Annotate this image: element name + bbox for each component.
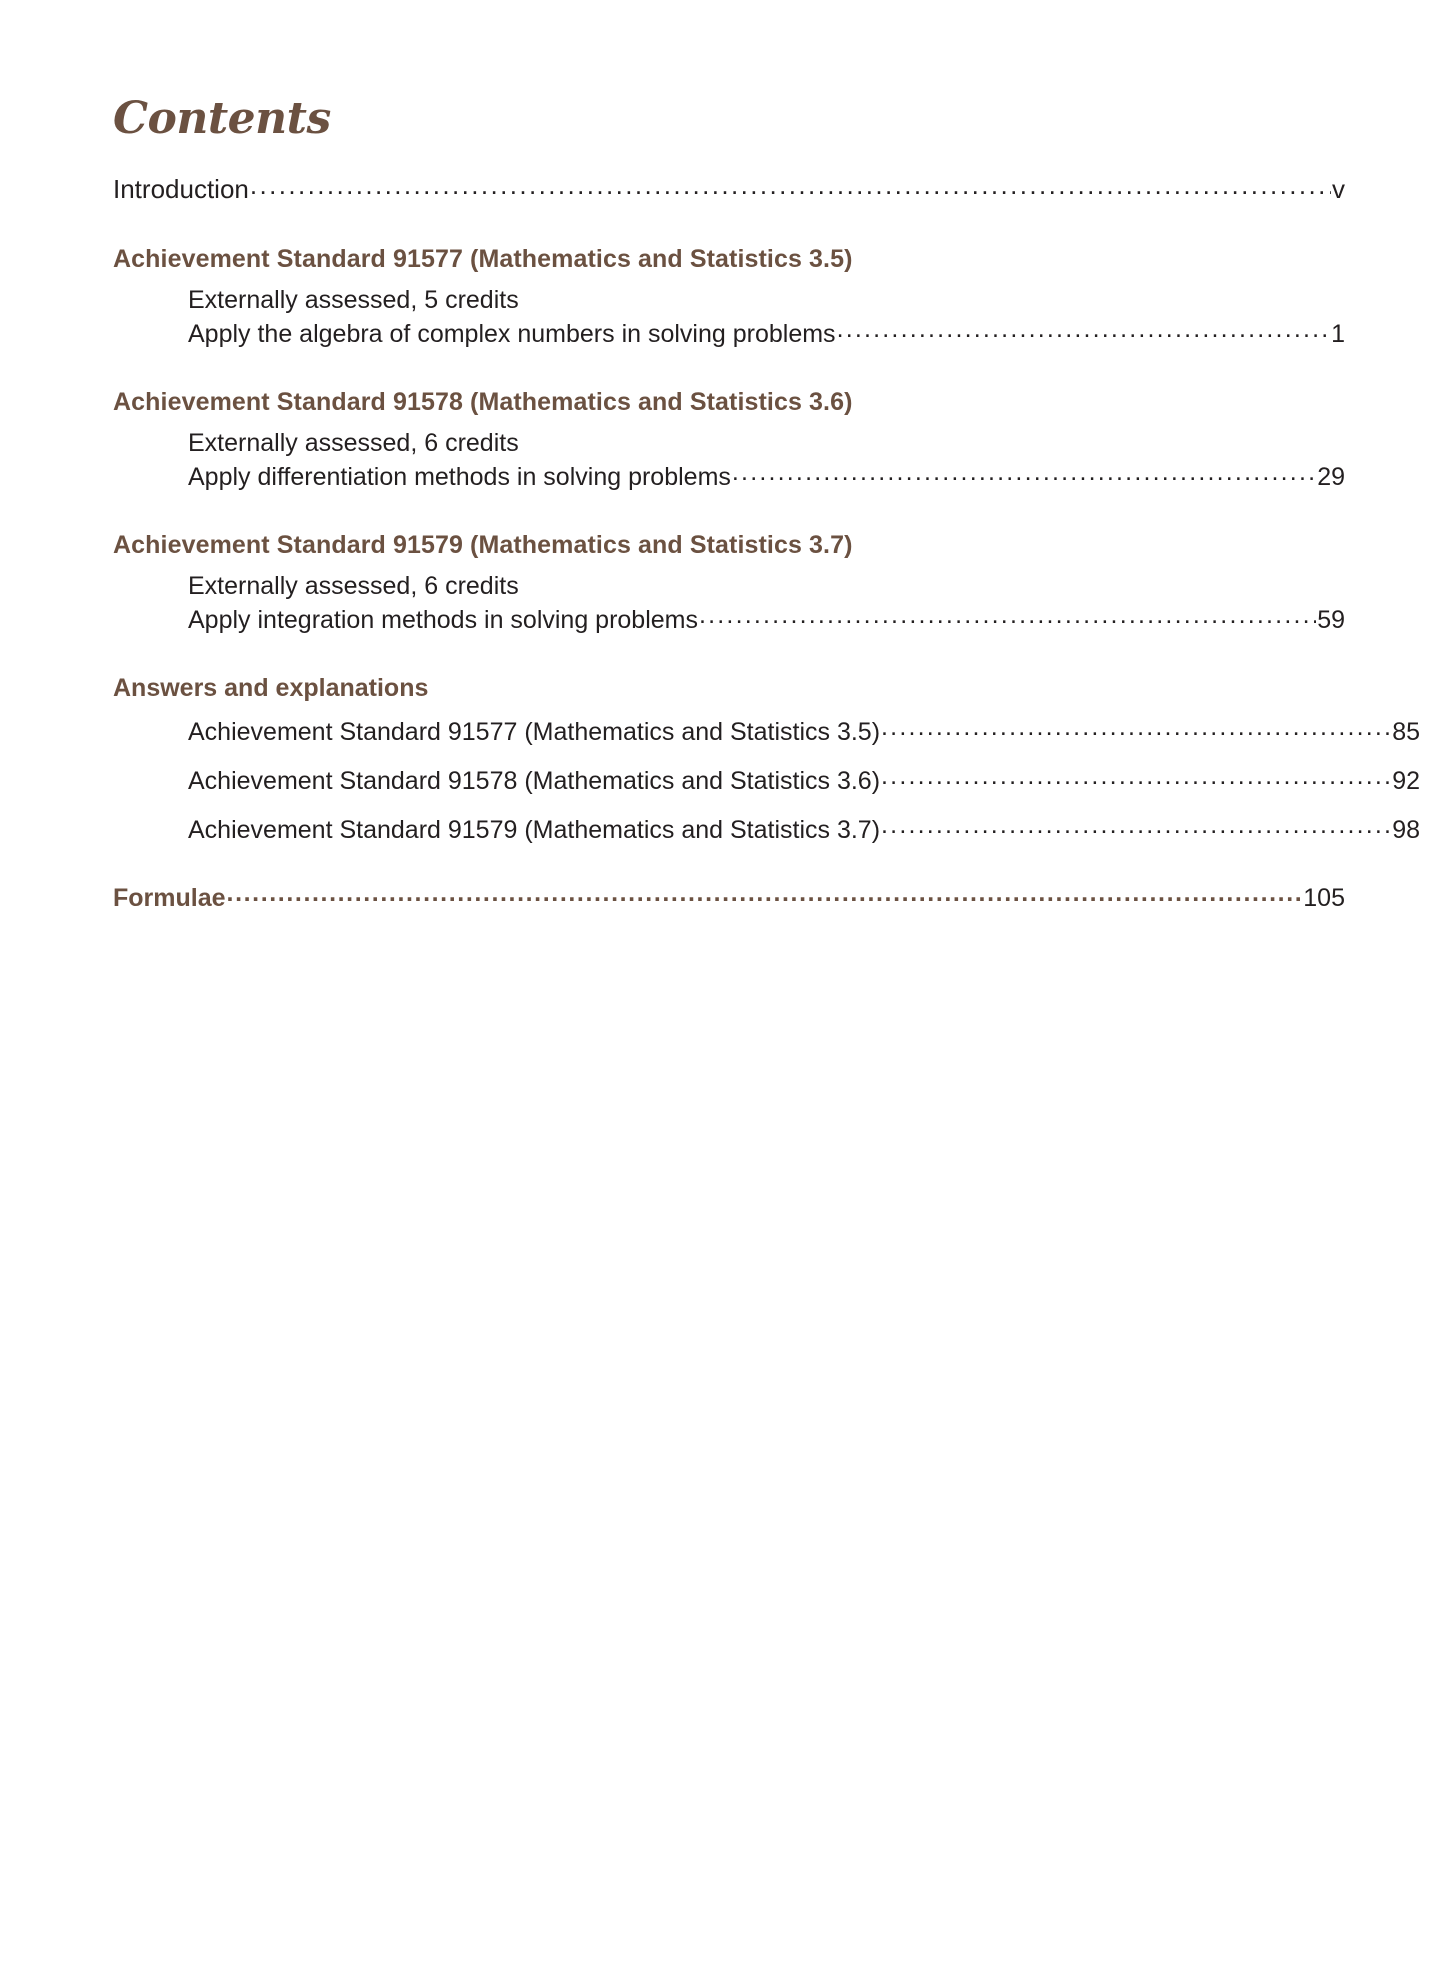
toc-entry-label: Achievement Standard 91579 (Mathematics and Statistics 3.7) xyxy=(188,816,881,845)
dot-leader xyxy=(881,764,1391,789)
toc-entry-label: Formulae xyxy=(113,884,226,913)
toc-section-answers xyxy=(113,674,1420,845)
toc-page-number: 105 xyxy=(1303,884,1345,913)
toc-page-number: 29 xyxy=(1317,463,1345,492)
dot-leader xyxy=(227,881,1303,906)
toc-entry-label: Apply the algebra of complex numbers in solving problems xyxy=(188,320,836,349)
toc-entry-answers-91578[interactable] xyxy=(188,764,1420,796)
dot-leader xyxy=(837,317,1331,342)
section-credits: Externally assessed, 6 credits xyxy=(188,572,519,601)
dot-leader xyxy=(699,603,1316,628)
section-details xyxy=(188,283,1345,351)
dot-leader xyxy=(881,813,1391,838)
toc-entry-91578[interactable] xyxy=(188,460,1345,494)
toc-page-number: 1 xyxy=(1331,320,1345,349)
section-details xyxy=(188,426,1345,494)
toc-section-91577 xyxy=(113,245,1345,351)
page-title: Contents xyxy=(113,93,331,144)
toc-entry-label: Apply integration methods in solving problems xyxy=(188,606,698,635)
toc-entry-label: Introduction xyxy=(113,174,249,205)
section-credits: Externally assessed, 6 credits xyxy=(188,429,519,458)
dot-leader xyxy=(250,172,1331,198)
toc-page-number: 92 xyxy=(1392,767,1420,796)
toc-entry-answers-91579[interactable] xyxy=(188,813,1420,845)
dot-leader xyxy=(732,460,1316,485)
section-heading: Achievement Standard 91577 (Mathematics and Statistics 3.5) xyxy=(113,245,853,274)
section-heading: Achievement Standard 91578 (Mathematics and Statistics 3.6) xyxy=(113,388,853,417)
toc-section-91578 xyxy=(113,388,1345,494)
toc-entry-label: Achievement Standard 91577 (Mathematics and Statistics 3.5) xyxy=(188,718,881,747)
toc-page-number: v xyxy=(1332,174,1345,205)
toc-entry-91577[interactable] xyxy=(188,317,1345,351)
toc-section-91579 xyxy=(113,531,1345,637)
section-details xyxy=(188,569,1345,637)
contents-body xyxy=(113,93,1420,913)
section-credits: Externally assessed, 5 credits xyxy=(188,286,519,315)
toc-entry-introduction[interactable] xyxy=(113,172,1345,205)
toc-entry-answers-91577[interactable] xyxy=(188,715,1420,747)
dot-leader xyxy=(881,715,1391,740)
toc-entry-label: Achievement Standard 91578 (Mathematics and Statistics 3.6) xyxy=(188,767,881,796)
toc-entry-formulae[interactable] xyxy=(113,881,1345,913)
section-heading: Answers and explanations xyxy=(113,674,429,703)
toc-page-number: 85 xyxy=(1392,718,1420,747)
toc-page-number: 98 xyxy=(1392,816,1420,845)
toc-entry-label: Apply differentiation methods in solving problems xyxy=(188,463,731,492)
toc-page-number: 59 xyxy=(1317,606,1345,635)
toc-entry-91579[interactable] xyxy=(188,603,1345,637)
section-heading: Achievement Standard 91579 (Mathematics and Statistics 3.7) xyxy=(113,531,853,560)
